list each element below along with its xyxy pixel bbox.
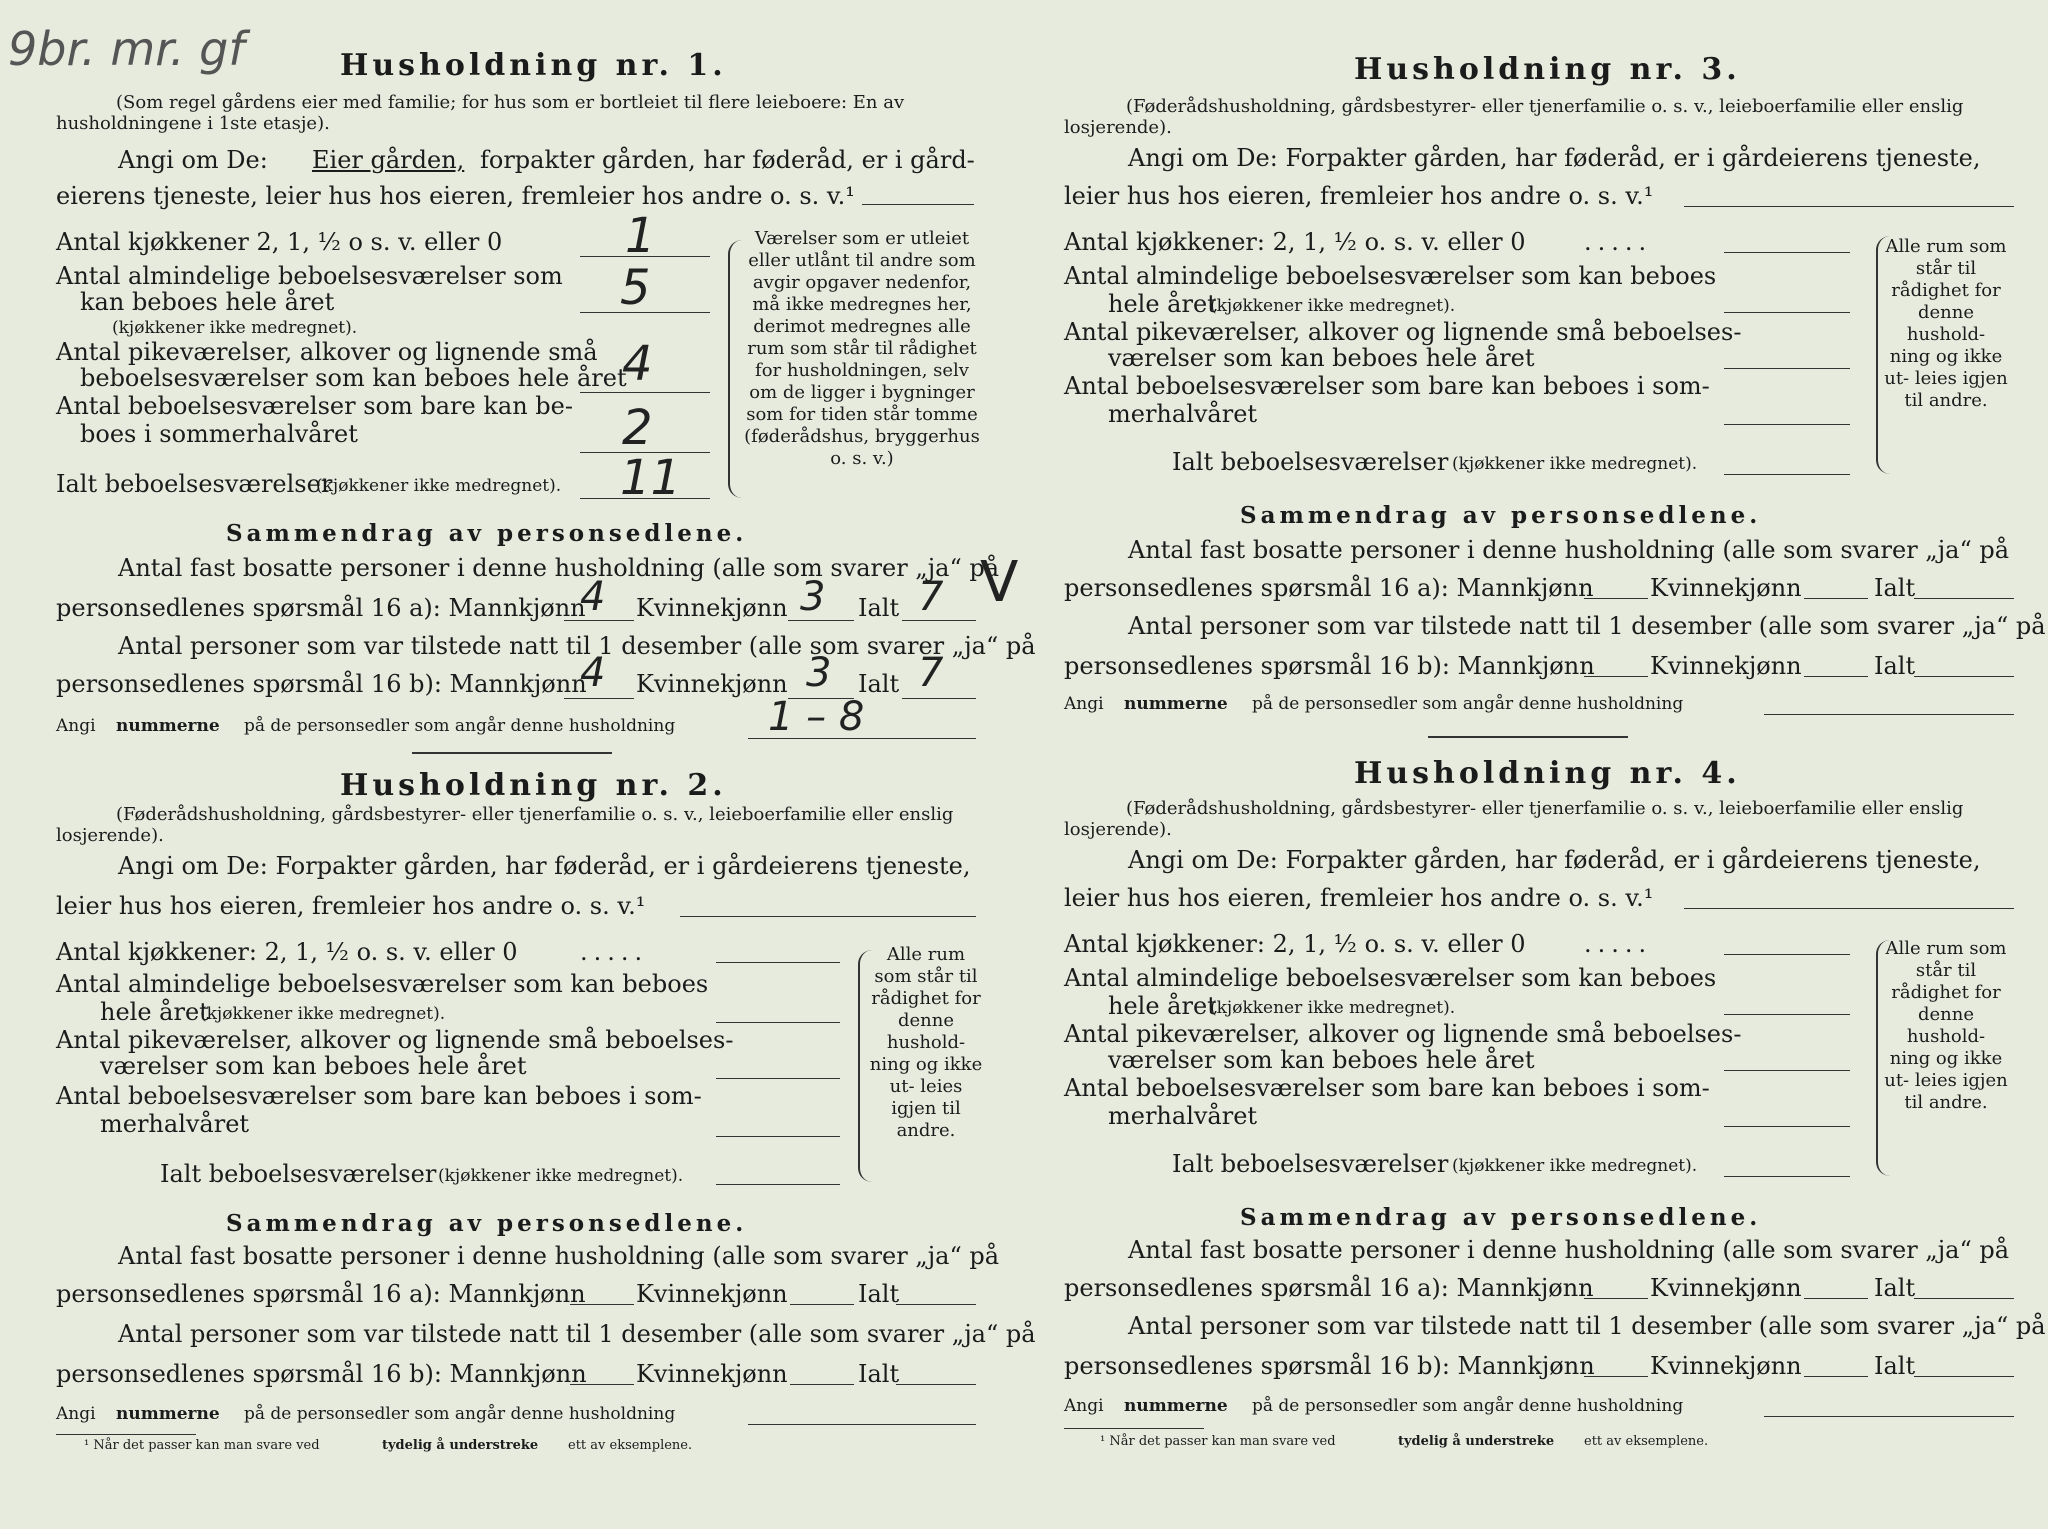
h1-sommer-label1: Antal beboelsesværelser som bare kan be- [56,392,573,420]
h1-b-mann-line [564,698,634,699]
h4-kjokken-dots: ..... [1584,930,1653,958]
h1-angi-c: forpakter gården, har føderåd, er i gård- [480,146,975,174]
h4-pike-label1: Antal pikeværelser, alkover og lignende små beboelses- [1064,1020,1742,1048]
h4-pike-label2: værelser som kan beboes hele året [1108,1046,1535,1074]
h1-angi-eier[interactable]: Eier gården, [312,146,465,174]
h4-angi-line [1684,908,2014,909]
h4-alm-label3: (kjøkkener ikke medregnet). [1210,998,1456,1018]
h2-b-ialt-line [896,1384,976,1385]
h1-separator [412,752,612,754]
h2-a-mann-line [570,1304,634,1305]
h1-ialt-label: Ialt beboelsesværelser [56,470,333,498]
h4-ialt-line [1724,1176,1850,1177]
h1-side-brace [728,240,742,498]
h3-kjokken-dots: ..... [1584,228,1653,256]
h2-sommer-line [716,1136,840,1137]
h4-a-kvinne-line [1804,1298,1868,1299]
h3-b-ialt-line [1914,676,2014,677]
h4-alm-line [1724,1014,1850,1015]
h1-fast-line1: Antal fast bosatte personer i denne husholdning (alle som svarer „ja“ på [118,554,1000,582]
h1-b-ialt-line [902,698,976,699]
h4-a-ialt-label: Ialt [1874,1274,1916,1302]
h4-nummer-a: Angi [1064,1396,1104,1416]
h4-angi-line1: Angi om De: Forpakter gården, har føderåd, er i gårdeierens tjeneste, [1128,846,1981,874]
h1-alm-label2: kan beboes hele året [80,288,335,316]
left-footnote-rule [56,1434,196,1435]
h2-a-kvinne-label: Kvinnekjønn [636,1280,788,1308]
h3-pike-label2: værelser som kan beboes hele året [1108,344,1535,372]
h1-fast-line2: personsedlenes spørsmål 16 a): Mannkjønn [56,594,586,622]
right-footnote-a: ¹ Når det passer kan man svare ved [1100,1434,1336,1449]
h2-tilst-line1: Antal personer som var tilstede natt til 1 desember (alle som svarer „ja“ på [118,1320,1036,1348]
h1-tilst-line1: Antal personer som var tilstede natt til 1 desember (alle som svarer „ja“ på [118,632,1036,660]
h2-b-ialt-label: Ialt [858,1360,900,1388]
h2-nummer-line [748,1424,976,1425]
h4-tilst-line1: Antal personer som var tilstede natt til 1 desember (alle som svarer „ja“ på [1128,1312,2046,1340]
h1-ialt-line [580,498,710,499]
h1-ialt-value[interactable]: 11 [620,450,682,506]
h4-a-ialt-line [1914,1298,2014,1299]
h1-sommer-label2: boes i sommerhalvåret [80,420,358,448]
h1-sommer-value[interactable]: 2 [622,400,653,456]
h3-a-ialt-line [1914,598,2014,599]
h3-fast-line1: Antal fast bosatte personer i denne husholdning (alle som svarer „ja“ på [1128,536,2010,564]
h2-pike-label1: Antal pikeværelser, alkover og lignende små beboelses- [56,1026,734,1054]
right-footnote-rule [1064,1428,1204,1429]
left-footnote-b: tydelig å understreke [382,1438,539,1453]
h4-fast-line2: personsedlenes spørsmål 16 a): Mannkjønn [1064,1274,1594,1302]
h2-pike-label2: værelser som kan beboes hele året [100,1052,527,1080]
h1-kjokken-value[interactable]: 1 [625,208,656,264]
h4-summary-title: Sammendrag av personsedlene. [1240,1204,1762,1231]
h2-alm-label1: Antal almindelige beboelsesværelser som kan beboes [56,970,709,998]
h3-angi-line2: leier hus hos eieren, fremleier hos andre o. s. v.¹ [1064,182,1654,210]
h3-nummer-c: på de personsedler som angår denne husholdning [1252,694,1684,714]
h3-b-kvinne-line [1804,676,1868,677]
h3-a-ialt-label: Ialt [1874,574,1916,602]
h1-angi-answer-line [862,204,974,205]
h1-alm-line [580,312,710,313]
h2-fast-line2: personsedlenes spørsmål 16 a): Mannkjønn [56,1280,586,1308]
h3-ialt-note: (kjøkkener ikke medregnet). [1452,454,1698,474]
h2-kjokken-dots: ..... [580,938,649,966]
h3-b-ialt-label: Ialt [1874,652,1916,680]
h1-alm-label1: Antal almindelige beboelsesværelser som [56,262,563,290]
h2-summary-title: Sammendrag av personsedlene. [226,1210,748,1237]
h3-angi-line1: Angi om De: Forpakter gården, har føderåd, er i gårdeierens tjeneste, [1128,144,1981,172]
h2-alm-label3: (kjøkkener ikke medregnet). [200,1004,446,1024]
h3-alm-label2: hele året [1108,290,1217,318]
h1-nummer-a: Angi [56,716,96,736]
h1-tilst-line2: personsedlenes spørsmål 16 b): Mannkjønn [56,670,587,698]
left-footnote-a: ¹ Når det passer kan man svare ved [84,1438,320,1453]
h3-nummer-line [1764,714,2014,715]
h3-b-kvinne-label: Kvinnekjønn [1650,652,1802,680]
h2-ialt-label: Ialt beboelsesværelser [160,1160,437,1188]
h2-ialt-line [716,1184,840,1185]
household-4-note: (Føderådshusholdning, gårdsbestyrer- eller tjenerfamilie o. s. v., leieboerfamilie eller enslig losjerende). [1064,798,1964,840]
h4-alm-label2: hele året [1108,992,1217,1020]
h3-ialt-label: Ialt beboelsesværelser [1172,448,1449,476]
h4-b-kvinne-label: Kvinnekjønn [1650,1352,1802,1380]
h1-nummer-c: på de personsedler som angår denne husholdning [244,716,676,736]
h1-nummer-value[interactable]: 1 – 8 [768,694,865,740]
h1-a-kvinne-label: Kvinnekjønn [636,594,788,622]
h4-a-kvinne-label: Kvinnekjønn [1650,1274,1802,1302]
h1-a-ialt-value[interactable]: 7 [918,574,944,620]
h2-b-kvinne-label: Kvinnekjønn [636,1360,788,1388]
left-footnote-c: ett av eksemplene. [568,1438,693,1453]
h3-summary-title: Sammendrag av personsedlene. [1240,502,1762,529]
h2-nummer-b: nummerne [116,1404,220,1424]
h2-angi-line [680,916,976,917]
h3-sommer-label2: merhalvåret [1108,400,1258,428]
h3-side-note: Alle rum som står til rådighet for denne hushold- ning og ikke ut- leies igjen til andre. [1884,236,2008,411]
h1-kjokken-label: Antal kjøkkener 2, 1, ½ o s. v. eller 0 [56,228,503,256]
h3-pike-label1: Antal pikeværelser, alkover og lignende små beboelses- [1064,318,1742,346]
h2-a-kvinne-line [790,1304,854,1305]
h2-sommer-label2: merhalvåret [100,1110,250,1138]
h3-ialt-line [1724,474,1850,475]
h1-side-note: Værelser som er utleiet eller utlånt til andre som avgir opgaver nedenfor, må ikke medregnes her, derimot medregnes alle rum som står til rådighet for husholdningen, selv om de ligger i bygninger som for tiden står tomme (føderådshus, bryggerhus o. s. v.) [744,228,980,469]
h4-fast-line1: Antal fast bosatte personer i denne husholdning (alle som svarer „ja“ på [1128,1236,2010,1264]
h1-pike-label1: Antal pikeværelser, alkover og lignende små [56,338,598,366]
h2-ialt-note: (kjøkkener ikke medregnet). [438,1166,684,1186]
h2-alm-line [716,1022,840,1023]
h4-side-note: Alle rum som står til rådighet for denne hushold- ning og ikke ut- leies igjen til andre. [1884,938,2008,1113]
household-1-title: Husholdning nr. 1. [340,48,727,83]
h1-a-kvinne-line [788,620,854,621]
h3-b-mann-line [1584,676,1648,677]
right-page [1024,0,2048,1529]
h4-nummer-line [1764,1416,2014,1417]
h2-nummer-a: Angi [56,1404,96,1424]
h4-nummer-c: på de personsedler som angår denne husholdning [1252,1396,1684,1416]
h4-b-kvinne-line [1804,1376,1868,1377]
right-footnote-c: ett av eksemplene. [1584,1434,1709,1449]
h4-ialt-note: (kjøkkener ikke medregnet). [1452,1156,1698,1176]
h3-kjokken-label: Antal kjøkkener: 2, 1, ½ o. s. v. eller 0 [1064,228,1526,256]
h1-ialt-note: (kjøkkener ikke medregnet). [316,476,562,496]
h3-tilst-line1: Antal personer som var tilstede natt til 1 desember (alle som svarer „ja“ på [1128,612,2046,640]
h2-tilst-line2: personsedlenes spørsmål 16 b): Mannkjønn [56,1360,587,1388]
h4-angi-line2: leier hus hos eieren, fremleier hos andre o. s. v.¹ [1064,884,1654,912]
h4-kjokken-line [1724,954,1850,955]
h1-summary-title: Sammendrag av personsedlene. [226,520,748,547]
household-4-title: Husholdning nr. 4. [1354,756,1741,791]
h2-a-ialt-label: Ialt [858,1280,900,1308]
h1-b-mann-value[interactable]: 4 [580,650,606,696]
h1-alm-label3: (kjøkkener ikke medregnet). [112,318,358,338]
h2-fast-line1: Antal fast bosatte personer i denne husholdning (alle som svarer „ja“ på [118,1242,1000,1270]
h1-angi-a: Angi om De: [118,146,268,174]
h2-alm-label2: hele året [100,998,209,1026]
h4-b-mann-line [1584,1376,1648,1377]
h3-sommer-label1: Antal beboelsesværelser som bare kan beboes i som- [1064,372,1710,400]
h2-angi-line2: leier hus hos eieren, fremleier hos andre o. s. v.¹ [56,892,646,920]
h1-alm-value[interactable]: 5 [620,260,651,316]
h4-sommer-line [1724,1126,1850,1127]
h4-b-ialt-line [1914,1376,2014,1377]
h1-b-kvinne-label: Kvinnekjønn [636,670,788,698]
h2-sommer-label1: Antal beboelsesværelser som bare kan beboes i som- [56,1082,702,1110]
h4-sommer-label2: merhalvåret [1108,1102,1258,1130]
h1-pike-value[interactable]: 4 [622,336,653,392]
h1-pike-label2: beboelsesværelser som kan beboes hele året [80,364,627,392]
h2-kjokken-label: Antal kjøkkener: 2, 1, ½ o. s. v. eller 0 [56,938,518,966]
h1-check-mark: V [980,550,1019,615]
h3-a-mann-line [1584,598,1648,599]
h2-kjokken-line [716,962,840,963]
h1-nummer-b: nummerne [116,716,220,736]
h1-b-ialt-value[interactable]: 7 [918,650,944,696]
h4-pike-line [1724,1070,1850,1071]
h3-a-kvinne-label: Kvinnekjønn [1650,574,1802,602]
h1-angi-line2: eierens tjeneste, leier hus hos eieren, fremleier hos andre o. s. v.¹ [56,182,855,210]
h3-pike-line [1724,368,1850,369]
h2-side-note: Alle rum som står til rådighet for denne hushold- ning og ikke ut- leies igjen til andre. [869,944,983,1141]
h3-fast-line2: personsedlenes spørsmål 16 a): Mannkjønn [1064,574,1594,602]
h3-alm-line [1724,312,1850,313]
h3-angi-line [1684,206,2014,207]
h1-kjokken-line [580,256,710,257]
h4-kjokken-label: Antal kjøkkener: 2, 1, ½ o. s. v. eller 0 [1064,930,1526,958]
h1-a-ialt-label: Ialt [858,594,900,622]
h3-nummer-b: nummerne [1124,694,1228,714]
h4-b-ialt-label: Ialt [1874,1352,1916,1380]
right-footnote-b: tydelig å understreke [1398,1434,1555,1449]
h1-a-kvinne-value[interactable]: 3 [800,574,826,620]
h3-a-kvinne-line [1804,598,1868,599]
h1-a-ialt-line [902,620,976,621]
h2-a-ialt-line [896,1304,976,1305]
h4-a-mann-line [1584,1298,1648,1299]
h3-separator [1428,736,1628,738]
household-2-title: Husholdning nr. 2. [340,768,727,803]
h2-b-mann-line [570,1384,634,1385]
h4-sommer-label1: Antal beboelsesværelser som bare kan beboes i som- [1064,1074,1710,1102]
h3-tilst-line2: personsedlenes spørsmål 16 b): Mannkjønn [1064,652,1595,680]
h3-nummer-a: Angi [1064,694,1104,714]
h3-sommer-line [1724,424,1850,425]
h3-alm-label1: Antal almindelige beboelsesværelser som kan beboes [1064,262,1717,290]
h1-nummer-line [748,738,976,739]
h4-nummer-b: nummerne [1124,1396,1228,1416]
h4-alm-label1: Antal almindelige beboelsesværelser som kan beboes [1064,964,1717,992]
h1-a-mann-line [564,620,634,621]
h2-b-kvinne-line [790,1384,854,1385]
h3-kjokken-line [1724,252,1850,253]
household-3-note: (Føderådshusholdning, gårdsbestyrer- eller tjenerfamilie o. s. v., leieboerfamilie eller enslig losjerende). [1064,96,1964,138]
h2-pike-line [716,1078,840,1079]
h2-angi-line1: Angi om De: Forpakter gården, har føderåd, er i gårdeierens tjeneste, [118,852,971,880]
household-2-note: (Føderådshusholdning, gårdsbestyrer- eller tjenerfamilie o. s. v., leieboerfamilie eller enslig losjerende). [56,804,954,846]
h4-ialt-label: Ialt beboelsesværelser [1172,1150,1449,1178]
household-3-title: Husholdning nr. 3. [1354,52,1741,87]
household-1-note: (Som regel gårdens eier med familie; for hus som er bortleiet til flere leieboere: En av husholdningene i 1ste etasje). [56,92,905,134]
h4-tilst-line2: personsedlenes spørsmål 16 b): Mannkjønn [1064,1352,1595,1380]
h3-alm-label3: (kjøkkener ikke medregnet). [1210,296,1456,316]
h1-a-mann-value[interactable]: 4 [580,574,606,620]
h1-pike-line [580,392,710,393]
margin-note: 9br. mr. gf [8,22,245,76]
h1-b-kvinne-value[interactable]: 3 [806,650,832,696]
h1-b-ialt-label: Ialt [858,670,900,698]
h2-nummer-c: på de personsedler som angår denne husholdning [244,1404,676,1424]
